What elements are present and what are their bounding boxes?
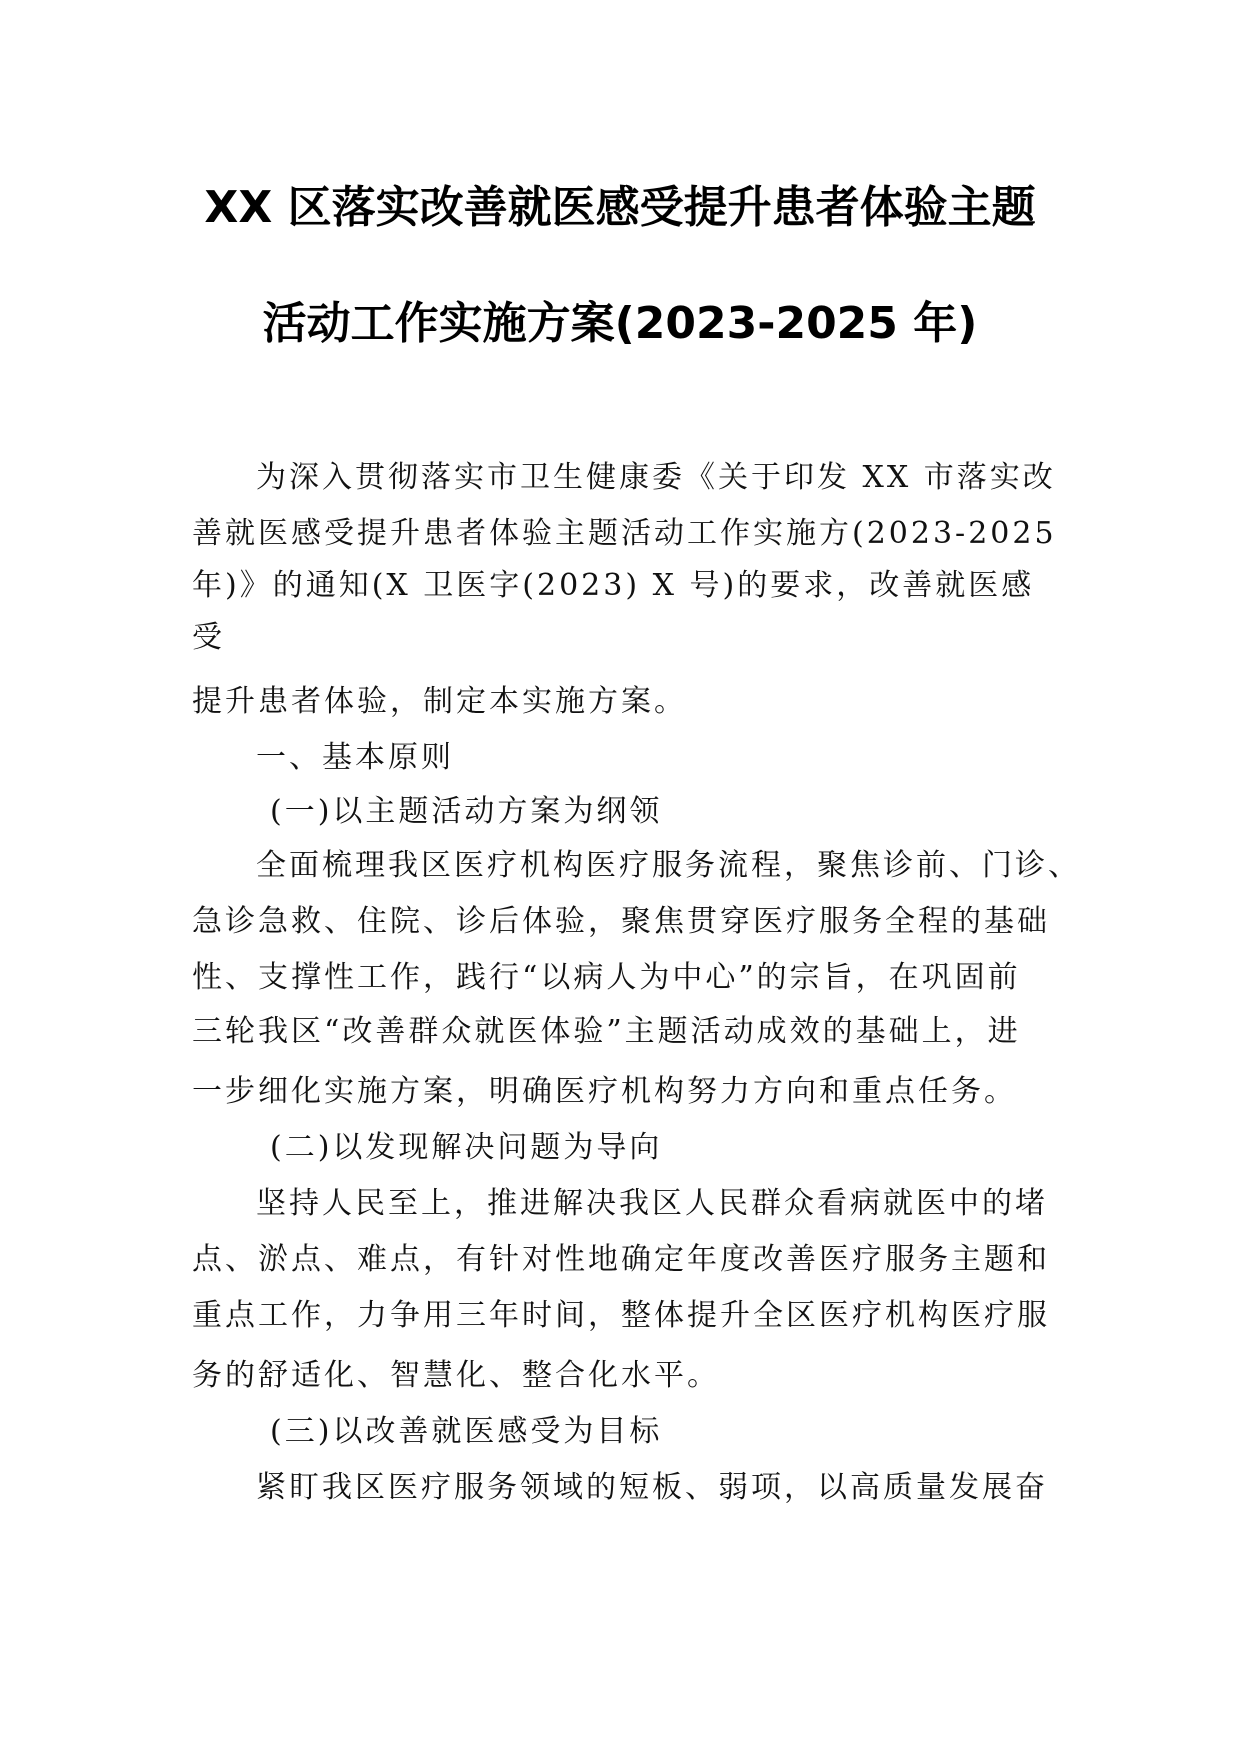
subheading-2: (二)以发现解决问题为导向: [270, 1130, 663, 1165]
intro-line-4: 受: [192, 620, 225, 655]
sub1-line-1: 全面梳理我区医疗机构医疗服务流程，聚焦诊前、门诊、: [256, 848, 1081, 883]
document-title-line-1: XX 区落实改善就医感受提升患者体验主题: [204, 182, 1036, 233]
sub1-line-4: 三轮我区“改善群众就医体验”主题活动成效的基础上，进: [192, 1014, 1021, 1049]
intro-line-2: 善就医感受提升患者体验主题活动工作实施方(2023-2025: [192, 516, 1057, 551]
sub3-line-1: 紧盯我区医疗服务领域的短板、弱项，以高质量发展奋: [256, 1470, 1048, 1505]
sub2-line-4: 务的舒适化、智慧化、整合化水平。: [192, 1358, 720, 1393]
intro-tail: 提升患者体验，制定本实施方案。: [192, 684, 687, 719]
subheading-1: (一)以主题活动方案为纲领: [270, 794, 663, 829]
intro-line-3: 年)》的通知(X 卫医字(2023) X 号)的要求，改善就医感: [192, 568, 1035, 603]
sub1-line-2: 急诊急救、住院、诊后体验，聚焦贯穿医疗服务全程的基础: [192, 904, 1050, 939]
subheading-3: (三)以改善就医感受为目标: [270, 1414, 663, 1449]
document-title-line-2: 活动工作实施方案(2023-2025 年): [262, 298, 978, 349]
intro-line-1: 为深入贯彻落实市卫生健康委《关于印发 XX 市落实改: [256, 460, 1056, 495]
section-heading-basic-principles: 一、基本原则: [256, 740, 454, 775]
sub1-line-5: 一步细化实施方案，明确医疗机构努力方向和重点任务。: [192, 1074, 1017, 1109]
sub2-line-1: 坚持人民至上，推进解决我区人民群众看病就医中的堵: [256, 1186, 1048, 1221]
sub1-line-3: 性、支撑性工作，践行“以病人为中心”的宗旨，在巩固前: [192, 960, 1021, 995]
sub2-line-2: 点、淤点、难点，有针对性地确定年度改善医疗服务主题和: [192, 1242, 1050, 1277]
sub2-line-3: 重点工作，力争用三年时间，整体提升全区医疗机构医疗服: [192, 1298, 1050, 1333]
